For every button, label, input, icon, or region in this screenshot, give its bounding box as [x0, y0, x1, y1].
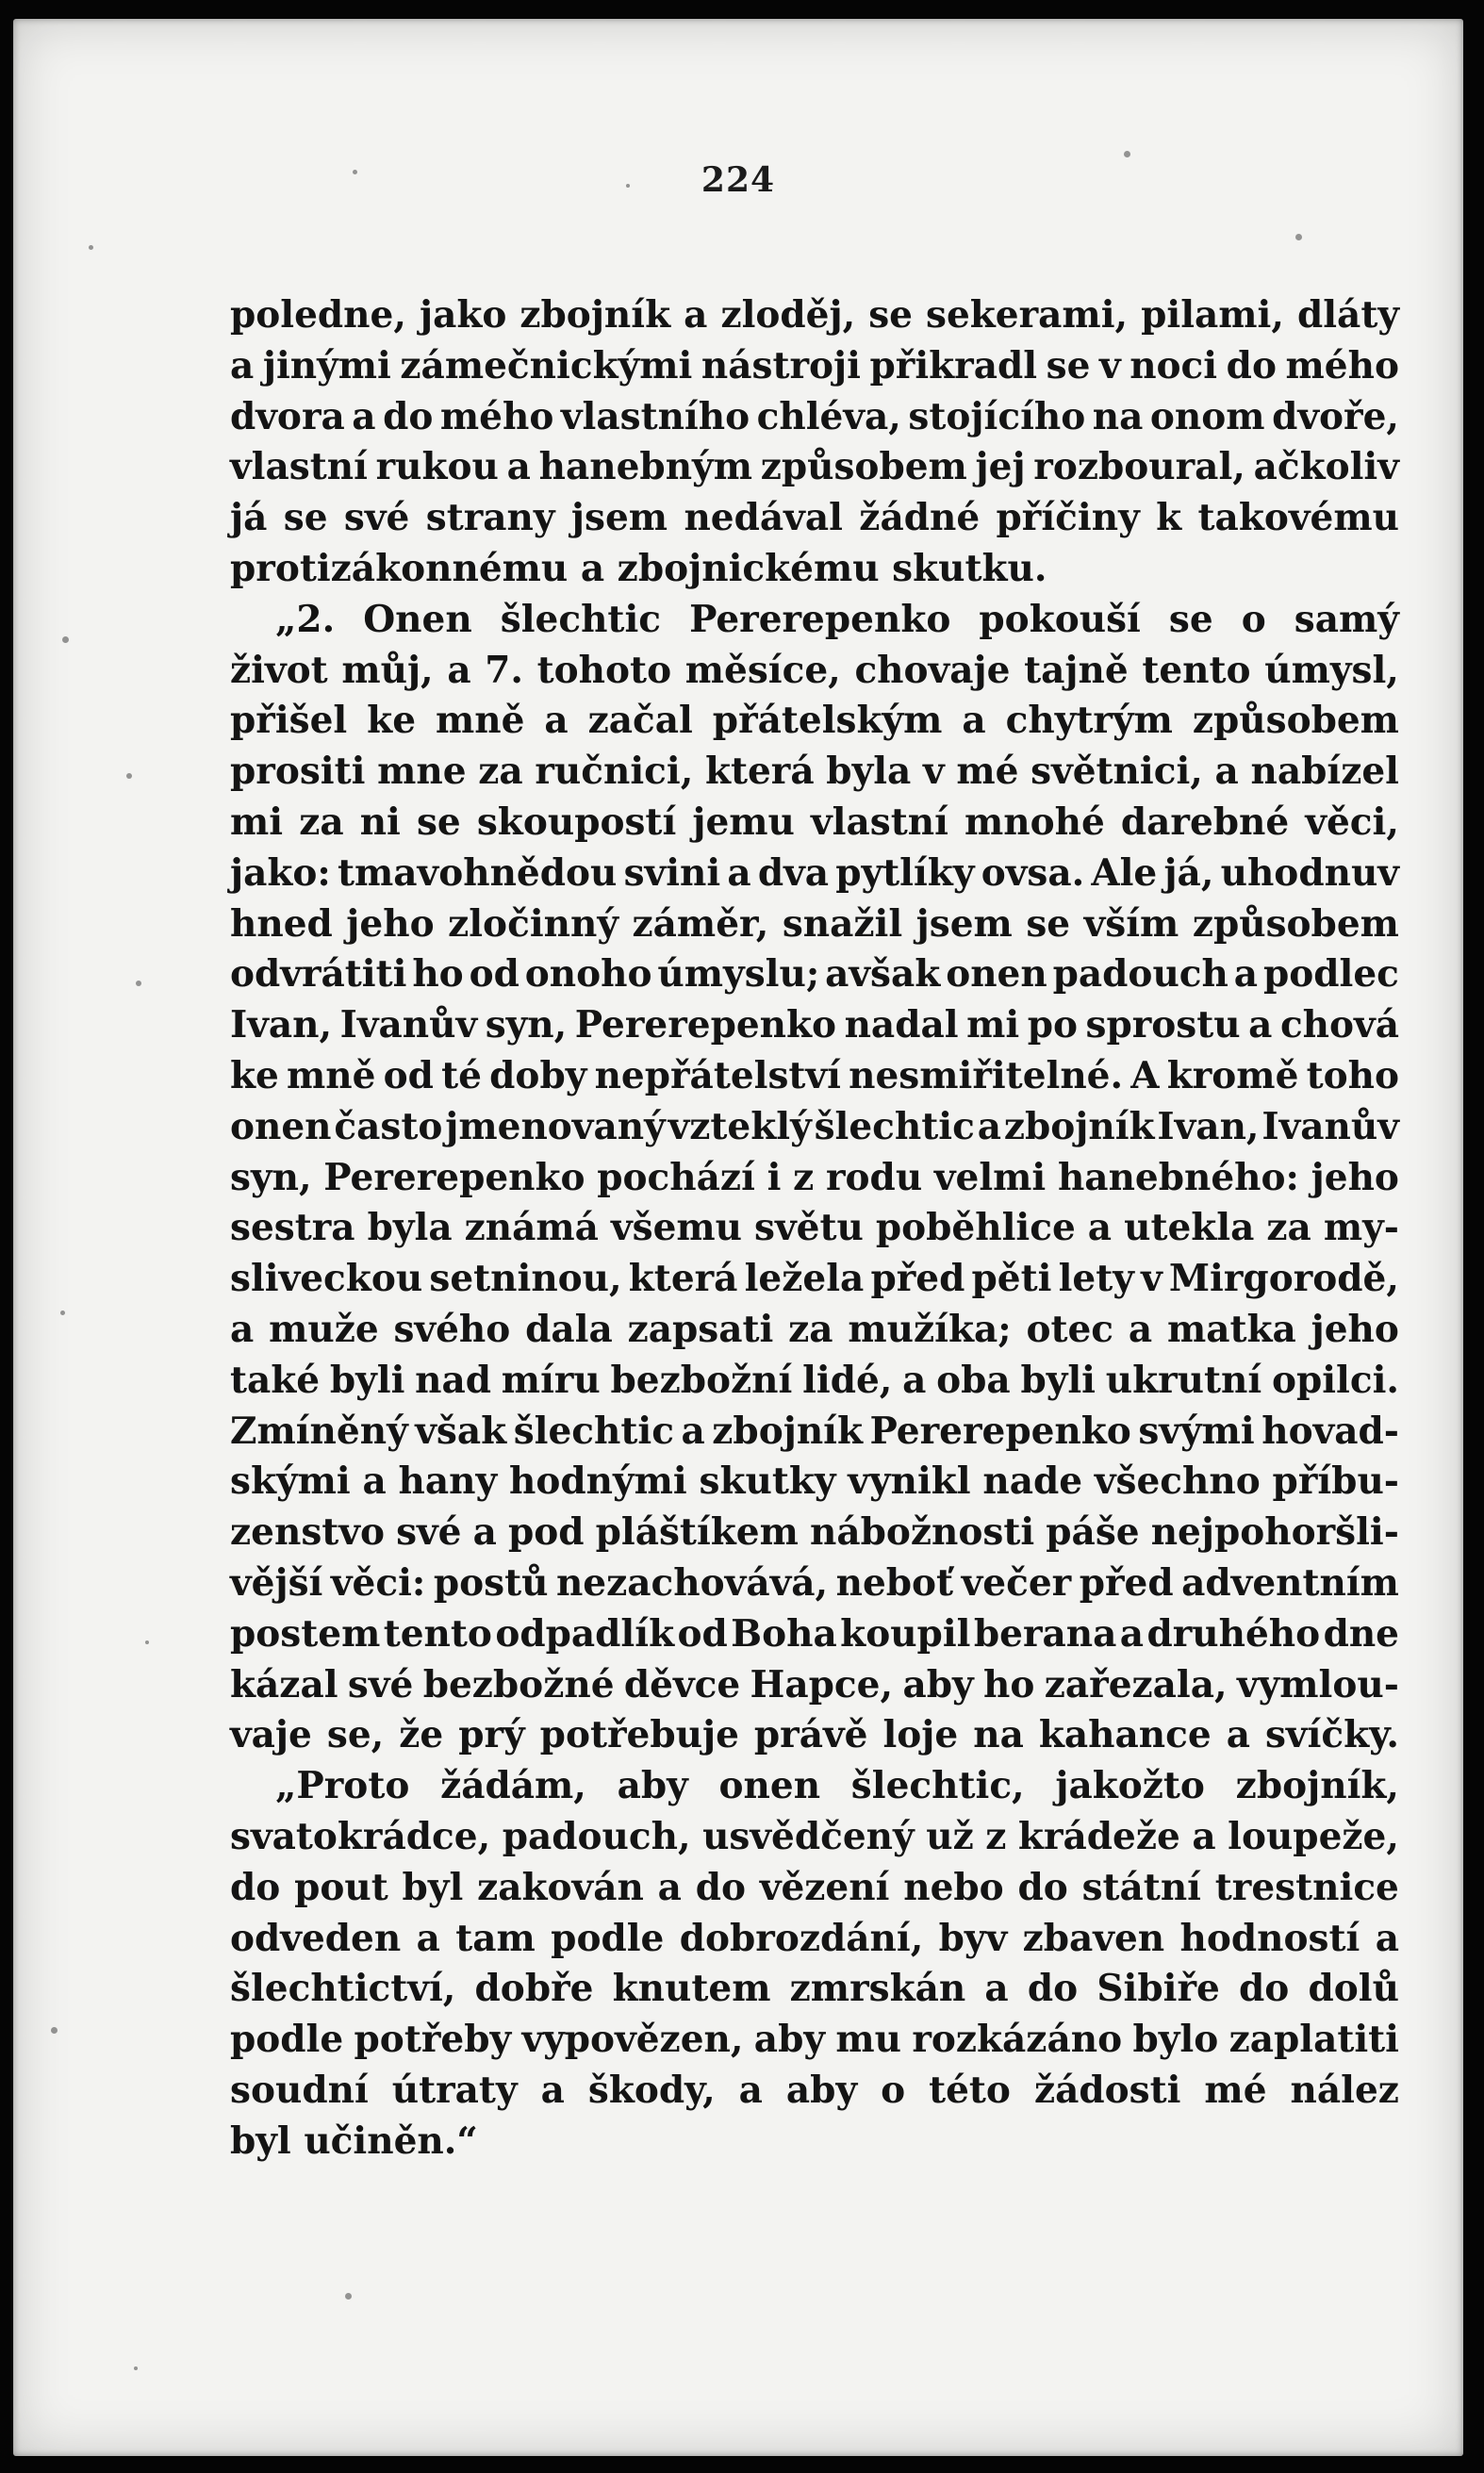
text-line: šlechtictví, dobře knutem zmrskán a do Sibiře do dolů: [230, 1967, 1399, 2011]
text-line: soudní útraty a škody, a aby o této žádosti mé nález: [230, 2068, 1399, 2112]
text-line: skými a hany hodnými skutky vynikl nade všechno příbu-: [230, 1459, 1399, 1504]
scan-speck: [134, 2366, 138, 2370]
text-line: syn, Pererepenko pochází i z rodu velmi hanebného: jeho: [230, 1155, 1399, 1199]
scan-speck: [136, 981, 141, 986]
text-line: mi za ni se skoupostí jemu vlastní mnohé darebné věci,: [230, 800, 1399, 844]
body-text: [230, 290, 1399, 2167]
text-line: do pout byl zakován a do vězení nebo do státní trestnice: [230, 1865, 1399, 1909]
text-line: sliveckou setninou, která ležela před pěti lety v Mirgorodě,: [230, 1257, 1399, 1301]
scan-speck: [145, 1640, 149, 1644]
text-line: poledne, jako zbojník a zloděj, se sekerami, pilami, dláty: [230, 293, 1399, 337]
text-line: sestra byla známá všemu světu poběhlice a utekla za my-: [230, 1206, 1399, 1250]
scan-speck: [89, 245, 93, 250]
text-line: „2. Onen šlechtic Pererepenko pokouší se o samý: [275, 597, 1399, 641]
text-line: dvora a do mého vlastního chléva, stojícího na onom dvoře,: [230, 394, 1399, 438]
text-line: já se své strany jsem nedával žádné příčiny k takovému: [230, 496, 1399, 540]
scan-speck: [345, 2293, 352, 2300]
scan-speck: [60, 1311, 65, 1315]
text-line: hned jeho zločinný záměr, snažil jsem se vším způsobem: [230, 901, 1399, 946]
text-line: přišel ke mně a začal přátelským a chytrým způsobem: [230, 699, 1399, 743]
scan-speck: [626, 184, 630, 188]
text-line: jako: tmavohnědou svini a dva pytlíky ovsa. Ale já, uhodnuv: [230, 850, 1399, 895]
text-line: vlastní rukou a hanebným způsobem jej rozboural, ačkoliv: [230, 445, 1399, 489]
text-line: Ivan, Ivanův syn, Pererepenko nadal mi po sprostu a chová: [230, 1003, 1399, 1047]
text-line: Zmíněný však šlechtic a zbojník Pererepenko svými hovad-: [230, 1409, 1399, 1453]
scan-speck: [62, 636, 69, 643]
text-line: podle potřeby vypovězen, aby mu rozkázáno bylo zaplatiti: [230, 2018, 1399, 2062]
text-line: kázal své bezbožné děvce Hapce, aby ho zařezala, vymlou-: [230, 1662, 1399, 1706]
page-number: 224: [701, 160, 776, 200]
text-line: život můj, a 7. tohoto měsíce, chovaje tajně tento úmysl,: [230, 648, 1399, 692]
text-line: odvrátiti ho od onoho úmyslu; avšak onen padouch a podlec: [230, 952, 1399, 997]
text-line: prositi mne za ručnici, která byla v mé světnici, a nabízel: [230, 750, 1399, 794]
book-page: [13, 19, 1463, 2456]
text-line: odveden a tam podle dobrozdání, byv zbaven hodností a: [230, 1916, 1399, 1960]
scan-speck: [126, 773, 132, 779]
text-line: ke mně od té doby nepřátelství nesmiřitelné. A kromě toho: [230, 1053, 1399, 1097]
scan-speck: [51, 2027, 58, 2034]
scan-speck: [1295, 234, 1302, 240]
text-line: byl učiněn.“: [230, 2119, 478, 2163]
text-line: „Proto žádám, aby onen šlechtic, jakožto zbojník,: [275, 1764, 1399, 1808]
text-line: vaje se, že prý potřebuje právě loje na kahance a svíčky.: [230, 1713, 1399, 1757]
text-line: a muže svého dala zapsati za mužíka; otec a matka jeho: [230, 1307, 1399, 1351]
text-line: protizákonnému a zbojnickému skutku.: [230, 546, 1047, 590]
text-line: svatokrádce, padouch, usvědčený už z krádeže a loupeže,: [230, 1814, 1399, 1858]
scan-speck: [1124, 151, 1130, 157]
text-line: a jinými zámečnickými nástroji přikradl se v noci do mého: [230, 343, 1399, 387]
text-line: onen často jmenovaný vzteklý šlechtic a zbojník Ivan, Ivanův: [230, 1104, 1399, 1148]
scan-speck: [353, 170, 357, 174]
text-line: postem tento odpadlík od Boha koupil berana a druhého dne: [230, 1611, 1399, 1656]
text-line: vější věci: postů nezachovává, neboť večer před adventním: [230, 1560, 1399, 1605]
text-line: zenstvo své a pod pláštíkem nábožnosti páše nejpohoršli-: [230, 1510, 1399, 1555]
text-line: také byli nad míru bezbožní lidé, a oba byli ukrutní opilci.: [230, 1358, 1399, 1402]
